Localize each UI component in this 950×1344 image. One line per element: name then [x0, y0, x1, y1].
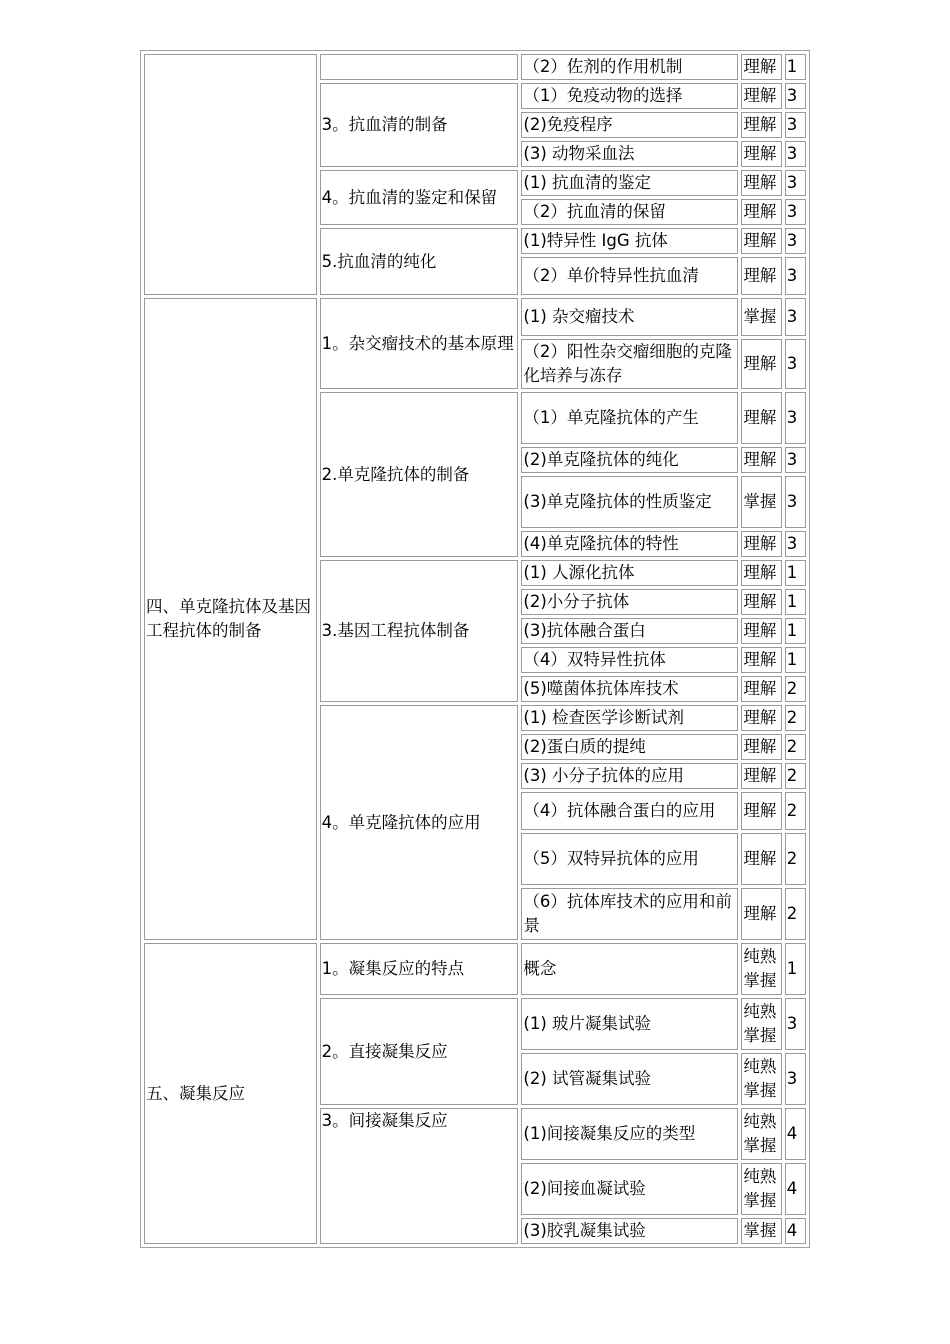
mastery-level-cell: 理解	[741, 647, 781, 673]
knowledge-point-cell: (2) 试管凝集试验	[521, 1053, 738, 1105]
hours-cell: 3	[785, 1053, 806, 1105]
mastery-level-cell: 掌握	[741, 1218, 781, 1244]
knowledge-point-cell: (3) 动物采血法	[521, 141, 738, 167]
mastery-level-cell: 理解	[741, 531, 781, 557]
mastery-level-cell: 理解	[741, 112, 781, 138]
hours-cell: 4	[785, 1218, 806, 1244]
mastery-level-cell: 纯熟掌握	[741, 1053, 781, 1105]
knowledge-point-cell: (1) 人源化抗体	[521, 560, 738, 586]
mastery-level-cell: 理解	[741, 618, 781, 644]
knowledge-point-cell: （6）抗体库技术的应用和前景	[521, 888, 738, 940]
knowledge-point-cell: （2）单价特异性抗血清	[521, 257, 738, 295]
knowledge-point-cell: (2)免疫程序	[521, 112, 738, 138]
topic-cell: 4。抗血清的鉴定和保留	[320, 170, 519, 225]
knowledge-point-cell: (1) 玻片凝集试验	[521, 998, 738, 1050]
mastery-level-cell: 理解	[741, 705, 781, 731]
knowledge-point-cell: (3)单克隆抗体的性质鉴定	[521, 476, 738, 528]
topic-cell: 3。间接凝集反应	[320, 1108, 519, 1244]
hours-cell: 3	[785, 998, 806, 1050]
hours-cell: 3	[785, 228, 806, 254]
mastery-level-cell: 纯熟掌握	[741, 998, 781, 1050]
hours-cell: 3	[785, 199, 806, 225]
hours-cell: 3	[785, 257, 806, 295]
section-cell: 五、凝集反应	[144, 943, 317, 1244]
hours-cell: 2	[785, 833, 806, 885]
table-row	[144, 943, 806, 995]
hours-cell: 3	[785, 112, 806, 138]
mastery-level-cell: 纯熟掌握	[741, 943, 781, 995]
hours-cell: 1	[785, 943, 806, 995]
mastery-level-cell: 理解	[741, 792, 781, 830]
mastery-level-cell: 掌握	[741, 298, 781, 336]
hours-cell: 3	[785, 531, 806, 557]
knowledge-point-cell: （4）双特异性抗体	[521, 647, 738, 673]
knowledge-point-cell: （4）抗体融合蛋白的应用	[521, 792, 738, 830]
hours-cell: 3	[785, 298, 806, 336]
mastery-level-cell: 理解	[741, 734, 781, 760]
mastery-level-cell: 理解	[741, 170, 781, 196]
hours-cell: 1	[785, 618, 806, 644]
hours-cell: 2	[785, 763, 806, 789]
topic-cell: 4。单克隆抗体的应用	[320, 705, 519, 940]
knowledge-point-cell: (2)间接血凝试验	[521, 1163, 738, 1215]
hours-cell: 1	[785, 54, 806, 80]
knowledge-point-cell: （5）双特异抗体的应用	[521, 833, 738, 885]
mastery-level-cell: 纯熟掌握	[741, 1108, 781, 1160]
hours-cell: 3	[785, 447, 806, 473]
topic-cell: 1。杂交瘤技术的基本原理	[320, 298, 519, 389]
mastery-level-cell: 理解	[741, 141, 781, 167]
hours-cell: 3	[785, 392, 806, 444]
hours-cell: 4	[785, 1108, 806, 1160]
topic-cell: 3。抗血清的制备	[320, 83, 519, 167]
syllabus-body	[144, 54, 806, 1244]
knowledge-point-cell: (2)蛋白质的提纯	[521, 734, 738, 760]
knowledge-point-cell: (3)胶乳凝集试验	[521, 1218, 738, 1244]
mastery-level-cell: 理解	[741, 763, 781, 789]
mastery-level-cell: 掌握	[741, 476, 781, 528]
mastery-level-cell: 理解	[741, 589, 781, 615]
mastery-level-cell: 理解	[741, 199, 781, 225]
mastery-level-cell: 理解	[741, 257, 781, 295]
mastery-level-cell: 理解	[741, 447, 781, 473]
knowledge-point-cell: (2)小分子抗体	[521, 589, 738, 615]
knowledge-point-cell: (3) 小分子抗体的应用	[521, 763, 738, 789]
knowledge-point-cell: （1）免疫动物的选择	[521, 83, 738, 109]
section-cell	[144, 54, 317, 295]
mastery-level-cell: 理解	[741, 54, 781, 80]
table-row	[144, 54, 806, 80]
topic-cell: 2.单克隆抗体的制备	[320, 392, 519, 557]
knowledge-point-cell: （2）抗血清的保留	[521, 199, 738, 225]
topic-cell: 2。直接凝集反应	[320, 998, 519, 1105]
topic-cell: 5.抗血清的纯化	[320, 228, 519, 295]
knowledge-point-cell: （2）阳性杂交瘤细胞的克隆化培养与冻存	[521, 339, 738, 389]
knowledge-point-cell: (1)特异性 IgG 抗体	[521, 228, 738, 254]
mastery-level-cell: 理解	[741, 392, 781, 444]
mastery-level-cell: 理解	[741, 339, 781, 389]
hours-cell: 3	[785, 83, 806, 109]
mastery-level-cell: 理解	[741, 228, 781, 254]
mastery-level-cell: 理解	[741, 676, 781, 702]
table-row	[144, 298, 806, 336]
mastery-level-cell: 理解	[741, 833, 781, 885]
mastery-level-cell: 纯熟掌握	[741, 1163, 781, 1215]
topic-cell: 1。凝集反应的特点	[320, 943, 519, 995]
hours-cell: 3	[785, 170, 806, 196]
knowledge-point-cell: （1）单克隆抗体的产生	[521, 392, 738, 444]
mastery-level-cell: 理解	[741, 83, 781, 109]
topic-cell: 3.基因工程抗体制备	[320, 560, 519, 702]
knowledge-point-cell: (3)抗体融合蛋白	[521, 618, 738, 644]
knowledge-point-cell: (2)单克隆抗体的纯化	[521, 447, 738, 473]
knowledge-point-cell: (5)噬菌体抗体库技术	[521, 676, 738, 702]
hours-cell: 4	[785, 1163, 806, 1215]
mastery-level-cell: 理解	[741, 888, 781, 940]
hours-cell: 3	[785, 476, 806, 528]
hours-cell: 2	[785, 888, 806, 940]
knowledge-point-cell: (1) 杂交瘤技术	[521, 298, 738, 336]
section-cell: 四、单克隆抗体及基因工程抗体的制备	[144, 298, 317, 940]
hours-cell: 2	[785, 734, 806, 760]
hours-cell: 3	[785, 339, 806, 389]
knowledge-point-cell: (4)单克隆抗体的特性	[521, 531, 738, 557]
knowledge-point-cell: （2）佐剂的作用机制	[521, 54, 738, 80]
hours-cell: 2	[785, 705, 806, 731]
hours-cell: 2	[785, 676, 806, 702]
hours-cell: 1	[785, 589, 806, 615]
hours-cell: 1	[785, 647, 806, 673]
knowledge-point-cell: (1)间接凝集反应的类型	[521, 1108, 738, 1160]
knowledge-point-cell: 概念	[521, 943, 738, 995]
hours-cell: 1	[785, 560, 806, 586]
knowledge-point-cell: (1) 检查医学诊断试剂	[521, 705, 738, 731]
mastery-level-cell: 理解	[741, 560, 781, 586]
syllabus-table	[140, 50, 810, 1248]
hours-cell: 3	[785, 141, 806, 167]
knowledge-point-cell: (1) 抗血清的鉴定	[521, 170, 738, 196]
hours-cell: 2	[785, 792, 806, 830]
topic-cell	[320, 54, 519, 80]
